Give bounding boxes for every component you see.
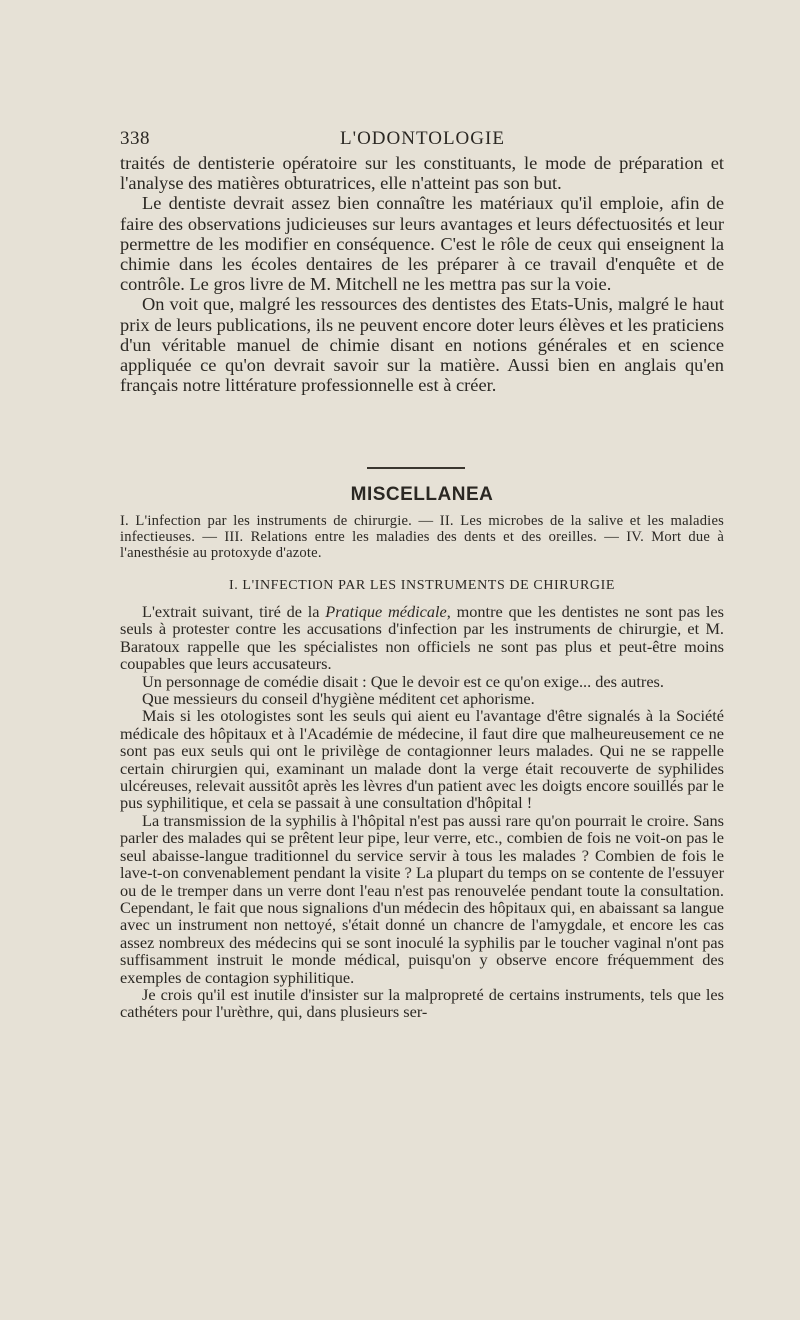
intro-paragraph-2: Le dentiste devrait assez bien connaître les matériaux qu'il emploie, afin de faire des observations judicieuses sur leurs avantages et leurs défectuosités et leur permettre de les modifier en conséquence. C'est le rôle de ceux qui enseignent la chimie dans les écoles dentaires de les préparer à ce travail d'enquête et de contrôle. Le gros livre de M. Mitchell ne les mettra pas sur la voie. bbox=[120, 193, 724, 295]
article-p1-after: , montre que les dentistes ne sont pas les seuls à protester contre les accusations d'infection par les instruments de chirurgie, et M. Baratoux rappelle que les spécialistes non officiels ne sont pas plus et peut-être moins coupables que leurs accusateurs. bbox=[120, 602, 724, 674]
article-paragraph-4: Mais si les otologistes sont les seuls qui aient eu l'avantage d'être signalés à la Société médicale des hôpitaux et à l'Académie de médecine, il faut dire que malheureusement ce ne sont pas eux seuls qui ont le privilège de contagionner leurs malades. Qui ne se rappelle certain chirurgien qui, examinant un malade dont la verge était recouverte de syphilides ulcéreuses, relevait aussitôt après les lèvres d'un patient avec les doigts encore souillés par le pus syphilitique, et cela se passait à une consultation d'hôpital ! bbox=[120, 706, 724, 813]
article-paragraph-6: Je crois qu'il est inutile d'insister sur la malpropreté de certains instruments, tels que les cathéters pour l'urèthre, qui, dans plusieurs ser- bbox=[120, 984, 724, 1022]
article-text bbox=[120, 603, 724, 1021]
running-title: L'ODONTOLOGIE bbox=[340, 128, 505, 149]
intro-paragraph-3: On voit que, malgré les ressources des dentistes des Etats-Unis, malgré le haut prix de leurs publications, ils ne peuvent encore doter leurs élèves et les praticiens d'un véritable manuel de chimie disant en notions générales et en science appliquée ce qu'on devrait savoir sur la matière. Aussi bien en anglais qu'en français notre littérature professionnelle est à créer. bbox=[120, 294, 724, 396]
article-paragraph-2: Un personnage de comédie disait : Que le devoir est ce qu'on exige... des autres. bbox=[142, 671, 664, 691]
article-p1-before: L'extrait suivant, tiré de la bbox=[142, 602, 326, 621]
intro-text bbox=[120, 153, 724, 395]
intro-paragraph-1: traités de dentisterie opératoire sur les constituants, le mode de préparation et l'analyse des matières obturatrices, elle n'atteint pas son but. bbox=[120, 153, 724, 194]
article-paragraph-5: La transmission de la syphilis à l'hôpital n'est pas aussi rare qu'on pourrait le croire. Sans parler des malades qui se prêtent leur pipe, leur verre, etc., combien de fois ne voit-on pas le seul abaisse-langue traditionnel du service servir à tous les malades ? Combien de fois le lave-t-on convenablement pendant la visite ? La plupart du temps on se contente de l'essuyer ou de le tremper dans un verre dont l'eau n'est pas renouvelée pendant toute la consultation. Cependant, le fait que nous signalions d'un médecin des hôpitaux qui, en abaissant sa langue avec un instrument non nettoyé, s'était donné un chancre de l'amygdale, et encore les cas assez nombreux des médecins qui se sont inoculé la syphilis par le toucher vaginal n'ont pas suffisamment instruit le monde médical, puisqu'on y observe encore fréquemment des exemples de contagion syphilitique. bbox=[120, 810, 724, 987]
article-paragraph-1 bbox=[120, 603, 724, 673]
article-subheading: I. L'INFECTION PAR LES INSTRUMENTS DE CHIRURGIE bbox=[228, 578, 616, 593]
section-title: MISCELLANEA bbox=[350, 484, 494, 505]
section-summary: I. L'infection par les instruments de chirurgie. — II. Les microbes de la salive et les maladies infectieuses. — III. Relations entre les maladies des dents et des oreilles. — IV. Mort due à l'anesthésie au protoxyde d'azote. bbox=[120, 513, 724, 561]
journal-title: Pratique médicale bbox=[325, 602, 447, 621]
page-number: 338 bbox=[120, 128, 150, 149]
page-header bbox=[120, 128, 725, 154]
section-divider bbox=[367, 467, 465, 469]
article-paragraph-3: Que messieurs du conseil d'hygiène méditent cet aphorisme. bbox=[142, 689, 535, 709]
